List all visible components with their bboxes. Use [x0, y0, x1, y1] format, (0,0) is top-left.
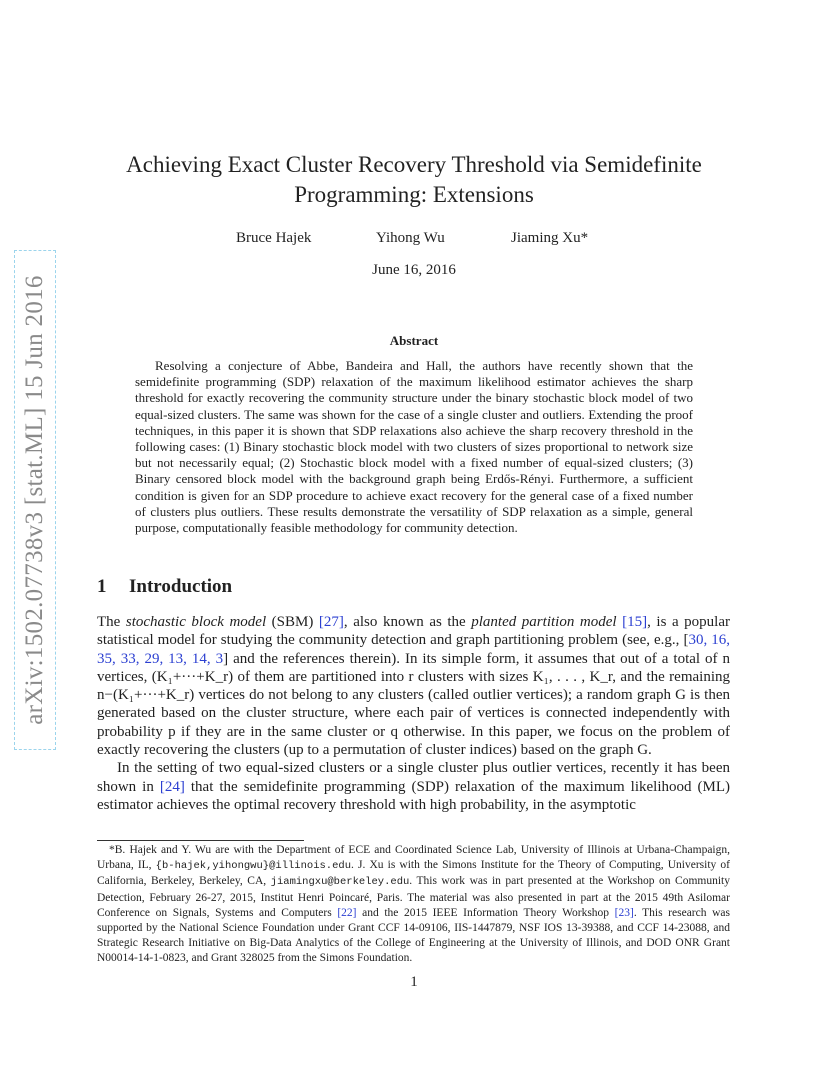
text-run: and the 2015 IEEE Information Theory Workshop	[356, 906, 615, 919]
paper-title: Achieving Exact Cluster Recovery Threshold via Semidefinite Programming: Extensions	[126, 152, 702, 207]
text-run: In the setting of two equal-sized clusters or a single cluster plus outlier vertices, recently it has been shown in	[97, 760, 730, 795]
abstract-heading: Abstract	[389, 333, 439, 348]
emphasis-term: stochastic block model	[125, 614, 267, 630]
section-number: 1	[97, 576, 107, 597]
author-name: Bruce Hajek	[236, 230, 312, 246]
text-run: *B. Hajek and Y. Wu are with the Department of ECE and Coordinated Science Lab, University of Illinois at Urbana-Champaign, Urbana, IL,	[97, 844, 730, 872]
text-run: The	[97, 614, 126, 630]
emphasis-term: planted partition model	[471, 614, 617, 630]
text-run: that the semidefinite programming (SDP) relaxation of the maximum likelihood (ML) estimator achieves the optimal recovery threshold with high probability, in the asymptotic	[97, 778, 730, 813]
author-name: Jiaming Xu*	[511, 230, 589, 246]
body-text	[97, 613, 730, 814]
text-run: , also known as the	[343, 614, 472, 630]
footnote-divider	[97, 840, 304, 841]
citation-link[interactable]: [22]	[337, 906, 357, 919]
author-list	[0, 230, 828, 250]
paper-date: June 16, 2016	[372, 262, 456, 278]
email-address[interactable]: jiamingxu@berkeley.edu	[270, 876, 410, 889]
citation-link[interactable]: [23]	[614, 906, 634, 919]
text-run: . J. Xu is with the Simons Institute for the Theory of Computing, University of California, Berkeley, Berkeley, CA,	[97, 859, 730, 888]
arxiv-identifier: arXiv:1502.07738v3 [stat.ML] 15 Jun 2016	[21, 275, 48, 725]
arxiv-stamp	[14, 250, 56, 750]
text-run: (SBM)	[266, 614, 319, 630]
footnote	[97, 843, 730, 967]
section-heading	[97, 576, 232, 598]
paragraph	[97, 759, 730, 814]
text-run: ] and the references therein). In its simple form, it assumes that out of a total of n vertices, (K₁+···+K_r) of them are partitioned into r clusters with sizes K₁, . . . , K_r, and the remaining n−(K₁+···+K_r) vertices do not belong to any clusters (called outlier vertices); a random graph G is then generated based on the cluster structure, where each pair of vertices is connected independently with probability p if they are in the same cluster or q otherwise. In this paper, we focus on the problem of exactly recovering the clusters (up to a permutation of cluster indices) based on the graph G.	[97, 650, 731, 759]
email-address[interactable]: {b-hajek,yihongwu}@illinois.edu	[155, 860, 352, 873]
author-name: Yihong Wu	[376, 230, 445, 246]
text-run: , is a popular statistical model for studying the community detection and graph partitioning problem (see, e.g., [	[97, 614, 730, 649]
section-title: Introduction	[129, 576, 233, 597]
citation-link[interactable]: [24]	[159, 778, 185, 795]
citation-link[interactable]: 30, 16, 35, 33, 29, 13, 14, 3	[97, 632, 731, 667]
abstract-text: Resolving a conjecture of Abbe, Bandeira and Hall, the authors have recently shown that the semidefinite programming (SDP) relaxation of the maximum likelihood estimator achieves the sharp threshold for exactly recovering the community structure under the binary stochastic block model of two equal-sized clusters. The same was shown for the case of a single cluster and outliers. Extending the proof techniques, in this paper it is shown that SDP relaxations also achieve the sharp recovery threshold in the following cases: (1) Binary stochastic block model with two clusters of sizes proportional to network size but not necessarily equal; (2) Stochastic block model with a fixed number of equal-sized clusters; (3) Binary censored block model with the background graph being Erdős-Rényi. Furthermore, a sufficient condition is given for an SDP procedure to achieve exact recovery for the general case of a fixed number of clusters plus outliers. These results demonstrate the versatility of SDP relaxation as a simple, general purpose, computationally feasible methodology for community detection.	[135, 358, 693, 536]
citation-link[interactable]: [27]	[318, 614, 344, 630]
paragraph	[97, 613, 730, 759]
page-number: 1	[410, 974, 418, 990]
text-run: . This work was in part presented at the Workshop on Community Detection, February 26-27, 2015, Institut Henri Poincaré, Paris. The material was also presented in part at the 2015 49th Asilomar Conference on Signals, Systems and Computers	[97, 875, 730, 919]
citation-link[interactable]: [15]	[622, 614, 648, 630]
text-run: . This research was supported by the National Science Foundation under Grant CCF 14-09106, IIS-1447879, NSF IOS 13-39388, and CCF 14-23088, and Strategic Research Initiative on Big-Data Analytics of the College of Engineering at the University of Illinois, and DOD ONR Grant N00014-14-1-0823, and Grant 328025 from the Simons Foundation.	[97, 906, 730, 965]
